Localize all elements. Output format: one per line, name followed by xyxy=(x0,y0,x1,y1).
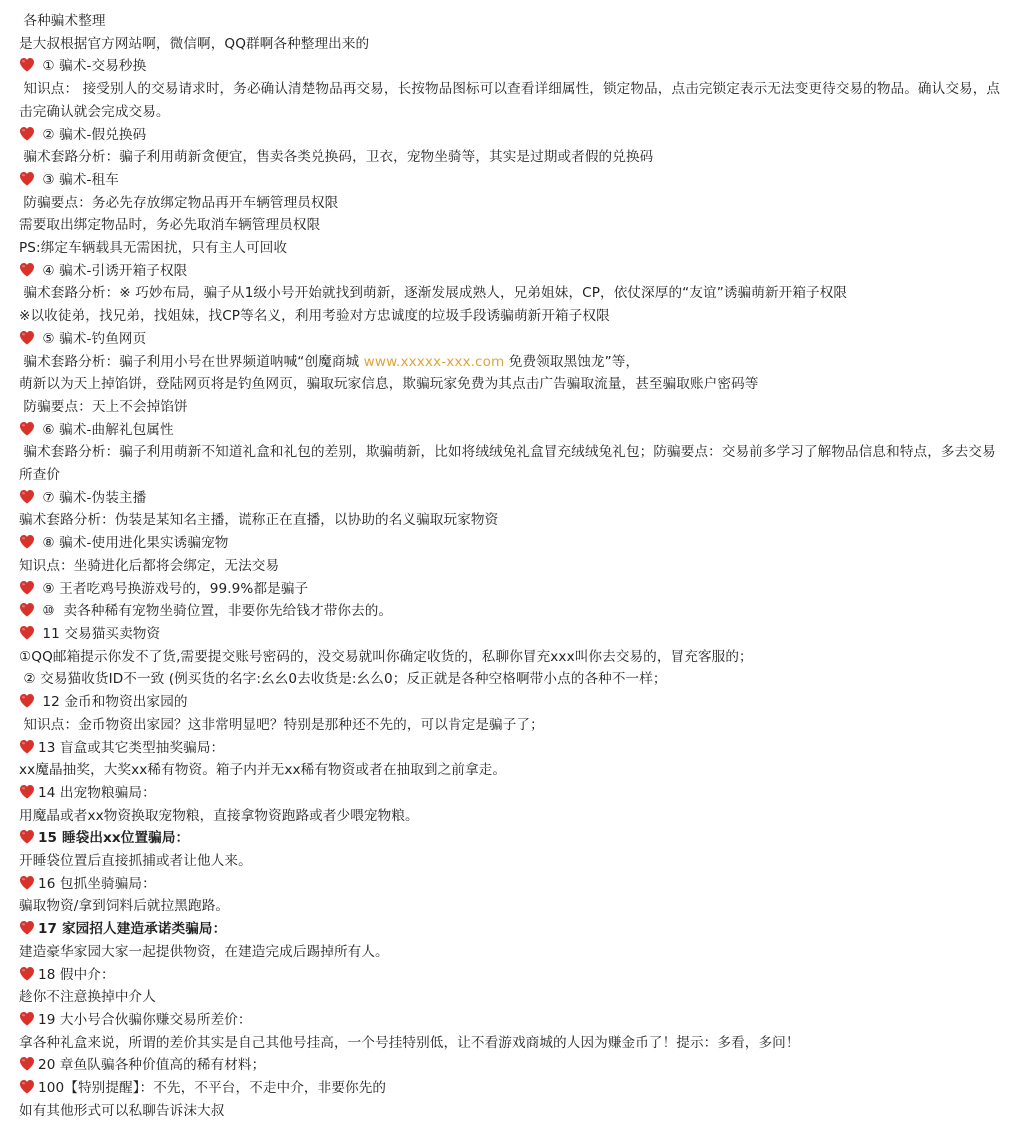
section-heading xyxy=(19,419,1006,442)
text-line xyxy=(19,805,1006,828)
line-text: 趁你不注意换掉中介人 xyxy=(19,989,156,1006)
section-heading xyxy=(19,55,1006,78)
section-heading xyxy=(19,918,1006,941)
red-heart-icon xyxy=(19,171,35,186)
section-heading xyxy=(19,578,1006,601)
line-text: 拿各种礼盒来说，所谓的差价其实是自己其他号挂高，一个号挂特别低，让不看游戏商城的人因为赚金币了！提示：多看，多问！ xyxy=(19,1034,800,1051)
red-heart-icon xyxy=(19,57,35,72)
red-heart-icon xyxy=(19,489,35,504)
line-text: 骗术套路分析：骗子利用萌新不知道礼盒和礼包的差别，欺骗萌新，比如将绒绒兔礼盒冒充绒绒兔礼包；防骗要点：交易前多学习了解物品信息和特点，多去交易所查价 xyxy=(19,444,996,484)
line-text: 萌新以为天上掉馅饼，登陆网页将是钓鱼网页，骗取玩家信息，欺骗玩家免费为其点击广告骗取流量，甚至骗取账户密码等 xyxy=(19,376,759,393)
line-text: 是大叔根据官方网站啊，微信啊，QQ群啊各种整理出来的 xyxy=(19,35,370,52)
line-text: ※以收徒弟，找兄弟，找姐妹，找CP等名义，利用考验对方忠诚度的垃圾手段诱骗萌新开箱子权限 xyxy=(19,308,610,325)
red-heart-icon xyxy=(19,784,35,799)
url-link[interactable]: www.xxxxx-xxx.com xyxy=(363,353,505,370)
red-heart-icon xyxy=(19,739,35,754)
line-text: 骗术套路分析：骗子利用萌新贪便宜，售卖各类兑换码，卫衣，宠物坐骑等，其实是过期或者假的兑换码 xyxy=(19,149,654,166)
section-heading xyxy=(19,1009,1006,1032)
red-heart-icon xyxy=(19,829,35,844)
text-line xyxy=(19,555,1006,578)
line-text: 骗术套路分析：※ 巧妙布局，骗子从1级小号开始就找到萌新，逐渐发展成熟人，兄弟姐妹，CP，依仗深厚的“友谊”诱骗萌新开箱子权限 xyxy=(19,285,848,302)
red-heart-icon xyxy=(19,330,35,345)
line-text: ① 骗术-交易秒换 xyxy=(38,58,147,75)
text-line xyxy=(19,351,1006,374)
red-heart-icon xyxy=(19,875,35,890)
line-text: 各种骗术整理 xyxy=(19,13,106,29)
section-heading xyxy=(19,600,1006,623)
text-line xyxy=(19,759,1006,782)
line-text: 11 交易猫买卖物资 xyxy=(38,625,161,642)
line-text: 13 盲盒或其它类型抽奖骗局： xyxy=(38,739,225,756)
line-text: ①QQ邮箱提示你发不了货,需要提交账号密码的，没交易就叫你确定收货的，私聊你冒充xxx叫你去交易的，冒充客服的； xyxy=(19,648,753,665)
text-line xyxy=(19,714,1006,737)
line-text: ⑧ 骗术-使用进化果实诱骗宠物 xyxy=(38,535,229,552)
line-text-after-link: 免费领取黑蚀龙”等， xyxy=(504,353,640,370)
text-line xyxy=(19,441,1006,486)
line-text: 防骗要点：务必先存放绑定物品再开车辆管理员权限 xyxy=(19,194,339,211)
section-heading xyxy=(19,873,1006,896)
text-line xyxy=(19,1100,1006,1123)
line-text: 16 包抓坐骑骗局： xyxy=(38,875,156,892)
section-heading xyxy=(19,1077,1006,1100)
line-text: ④ 骗术-引诱开箱子权限 xyxy=(38,262,188,279)
text-line xyxy=(19,237,1006,260)
line-text: ⑩ 卖各种稀有宠物坐骑位置，非要你先给钱才带你去的。 xyxy=(38,603,393,620)
section-heading xyxy=(19,532,1006,555)
text-line xyxy=(19,33,1006,56)
text-line xyxy=(19,282,1006,305)
section-heading xyxy=(19,487,1006,510)
red-heart-icon xyxy=(19,1056,35,1071)
line-text: 建造豪华家园大家一起提供物资，在建造完成后踢掉所有人。 xyxy=(19,943,389,960)
text-line xyxy=(19,192,1006,215)
text-line xyxy=(19,396,1006,419)
text-line xyxy=(19,10,1006,33)
red-heart-icon xyxy=(19,421,35,436)
text-line xyxy=(19,986,1006,1009)
section-heading xyxy=(19,260,1006,283)
line-text: 如有其他形式可以私聊告诉沫大叔 xyxy=(19,1102,225,1119)
text-line xyxy=(19,668,1006,691)
line-text: xx魔晶抽奖，大奖xx稀有物资。箱子内并无xx稀有物资或者在抽取到之前拿走。 xyxy=(19,762,507,779)
text-line xyxy=(19,941,1006,964)
line-text: ⑦ 骗术-伪装主播 xyxy=(38,489,147,506)
text-line xyxy=(19,78,1006,123)
line-text: ⑤ 骗术-钓鱼网页 xyxy=(38,330,147,347)
text-line xyxy=(19,214,1006,237)
text-line xyxy=(19,850,1006,873)
section-heading xyxy=(19,1054,1006,1077)
red-heart-icon xyxy=(19,602,35,617)
line-text: ③ 骗术-租车 xyxy=(38,171,119,188)
text-line xyxy=(19,895,1006,918)
line-text: 20 章鱼队骗各种价值高的稀有材料； xyxy=(38,1057,266,1074)
line-text: ⑨ 王者吃鸡号换游戏号的，99.9%都是骗子 xyxy=(38,580,309,597)
red-heart-icon xyxy=(19,262,35,277)
red-heart-icon xyxy=(19,625,35,640)
text-line xyxy=(19,1032,1006,1055)
line-text: 100【特别提醒】：不先，不平台，不走中介，非要你先的 xyxy=(38,1080,387,1097)
section-heading xyxy=(19,169,1006,192)
section-heading xyxy=(19,827,1006,850)
red-heart-icon xyxy=(19,1079,35,1094)
text-line xyxy=(19,509,1006,532)
text-line xyxy=(19,305,1006,328)
section-heading xyxy=(19,737,1006,760)
line-text: PS:绑定车辆载具无需困扰，只有主人可回收 xyxy=(19,240,288,257)
red-heart-icon xyxy=(19,580,35,595)
line-text: 开睡袋位置后直接抓捕或者让他人来。 xyxy=(19,853,252,870)
line-text: 需要取出绑定物品时，务必先取消车辆管理员权限 xyxy=(19,217,321,234)
text-line xyxy=(19,373,1006,396)
section-heading xyxy=(19,782,1006,805)
red-heart-icon xyxy=(19,534,35,549)
red-heart-icon xyxy=(19,966,35,981)
section-heading xyxy=(19,691,1006,714)
line-text: 19 大小号合伙骗你赚交易所差价： xyxy=(38,1011,252,1028)
line-text: 18 假中介： xyxy=(38,966,115,983)
line-text: 14 出宠物粮骗局： xyxy=(38,784,156,801)
line-text: 知识点： 接受别人的交易请求时，务必确认清楚物品再交易，长按物品图标可以查看详细属性，锁定物品，点击完锁定表示无法变更待交易的物品。确认交易，点击完确认就会完成交易。 xyxy=(19,81,1001,120)
line-text: 12 金币和物资出家园的 xyxy=(38,694,188,711)
text-line xyxy=(19,146,1006,169)
line-text: 15 睡袋出xx位置骗局： xyxy=(38,830,190,847)
line-text: 骗术套路分析：伪装是某知名主播，谎称正在直播，以协助的名义骗取玩家物资 xyxy=(19,512,499,529)
red-heart-icon xyxy=(19,1011,35,1026)
red-heart-icon xyxy=(19,920,35,935)
section-heading xyxy=(19,623,1006,646)
section-heading xyxy=(19,124,1006,147)
line-text: 知识点：金币物资出家园？这非常明显吧？特别是那种还不先的，可以肯定是骗子了； xyxy=(19,716,544,733)
line-text: 骗取物资/拿到饲料后就拉黑跑路。 xyxy=(19,898,230,915)
line-text: ② 骗术-假兑换码 xyxy=(38,126,147,143)
line-text: 17 家园招人建造承诺类骗局： xyxy=(38,921,227,938)
line-text: ⑥ 骗术-曲解礼包属性 xyxy=(38,421,174,438)
red-heart-icon xyxy=(19,693,35,708)
section-heading xyxy=(19,964,1006,987)
line-text: 骗术套路分析：骗子利用小号在世界频道呐喊“创魔商城 xyxy=(19,353,364,370)
line-text: 防骗要点：天上不会掉馅饼 xyxy=(19,398,188,415)
section-heading xyxy=(19,328,1006,351)
line-text: 用魔晶或者xx物资换取宠物粮，直接拿物资跑路或者少喂宠物粮。 xyxy=(19,807,419,824)
text-line xyxy=(19,646,1006,669)
line-text: 知识点：坐骑进化后都将会绑定，无法交易 xyxy=(19,557,280,574)
line-text: ② 交易猫收货ID不一致 (例买货的名字:幺幺0去收货是:幺么0；反正就是各种空格啊带小点的各种不一样； xyxy=(19,671,667,688)
red-heart-icon xyxy=(19,126,35,141)
